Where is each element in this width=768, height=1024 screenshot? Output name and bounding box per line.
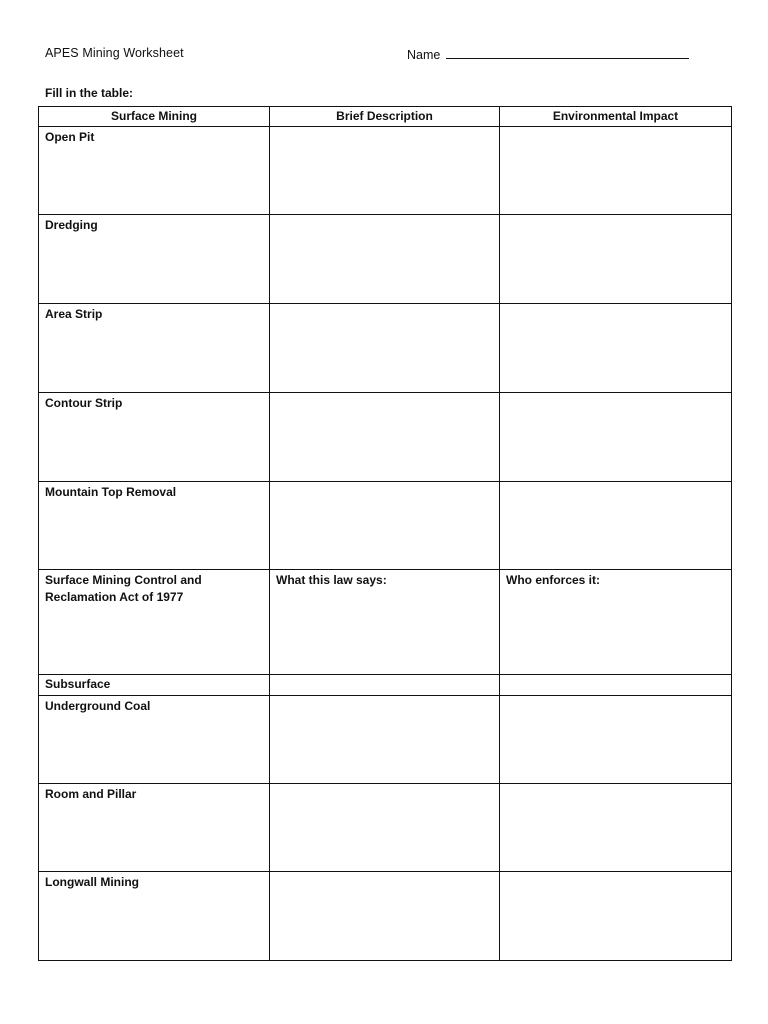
law-enforcer-cell[interactable]: Who enforces it: xyxy=(500,570,732,675)
impact-cell[interactable] xyxy=(500,696,732,784)
description-cell[interactable] xyxy=(270,696,500,784)
impact-cell[interactable] xyxy=(500,393,732,482)
description-cell[interactable] xyxy=(270,215,500,304)
law-description-cell[interactable]: What this law says: xyxy=(270,570,500,675)
table-section-row xyxy=(39,675,732,696)
description-cell[interactable] xyxy=(270,393,500,482)
description-cell[interactable] xyxy=(270,872,500,961)
worksheet-title: APES Mining Worksheet xyxy=(45,46,184,60)
table-row xyxy=(39,393,732,482)
description-cell[interactable] xyxy=(270,784,500,872)
impact-cell[interactable] xyxy=(500,784,732,872)
mining-table xyxy=(38,106,732,961)
table-row xyxy=(39,570,732,675)
name-field[interactable] xyxy=(407,46,689,62)
table-row xyxy=(39,482,732,570)
row-label-mountain-top-removal: Mountain Top Removal xyxy=(39,482,270,570)
table-row xyxy=(39,304,732,393)
smcra-label-line1: Surface Mining Control and xyxy=(45,573,202,587)
row-label-contour-strip: Contour Strip xyxy=(39,393,270,482)
row-label-underground-coal: Underground Coal xyxy=(39,696,270,784)
section-label-subsurface: Subsurface xyxy=(39,675,270,696)
column-header-brief-description: Brief Description xyxy=(270,107,500,127)
description-cell xyxy=(270,675,500,696)
table-row xyxy=(39,696,732,784)
row-label-dredging: Dredging xyxy=(39,215,270,304)
impact-cell xyxy=(500,675,732,696)
column-header-environmental-impact: Environmental Impact xyxy=(500,107,732,127)
table-row xyxy=(39,872,732,961)
table-row xyxy=(39,215,732,304)
name-label: Name xyxy=(407,48,441,62)
impact-cell[interactable] xyxy=(500,127,732,215)
impact-cell[interactable] xyxy=(500,304,732,393)
impact-cell[interactable] xyxy=(500,482,732,570)
name-underline[interactable] xyxy=(446,46,689,59)
impact-cell[interactable] xyxy=(500,215,732,304)
row-label-longwall-mining: Longwall Mining xyxy=(39,872,270,961)
instruction-text: Fill in the table: xyxy=(45,86,134,100)
table-row xyxy=(39,127,732,215)
smcra-label-line2: Reclamation Act of 1977 xyxy=(45,590,184,604)
impact-cell[interactable] xyxy=(500,872,732,961)
row-label-smcra xyxy=(39,570,270,675)
row-label-room-and-pillar: Room and Pillar xyxy=(39,784,270,872)
column-header-surface-mining: Surface Mining xyxy=(39,107,270,127)
table-header-row xyxy=(39,107,732,127)
row-label-area-strip: Area Strip xyxy=(39,304,270,393)
description-cell[interactable] xyxy=(270,127,500,215)
description-cell[interactable] xyxy=(270,304,500,393)
table-row xyxy=(39,784,732,872)
row-label-open-pit: Open Pit xyxy=(39,127,270,215)
description-cell[interactable] xyxy=(270,482,500,570)
